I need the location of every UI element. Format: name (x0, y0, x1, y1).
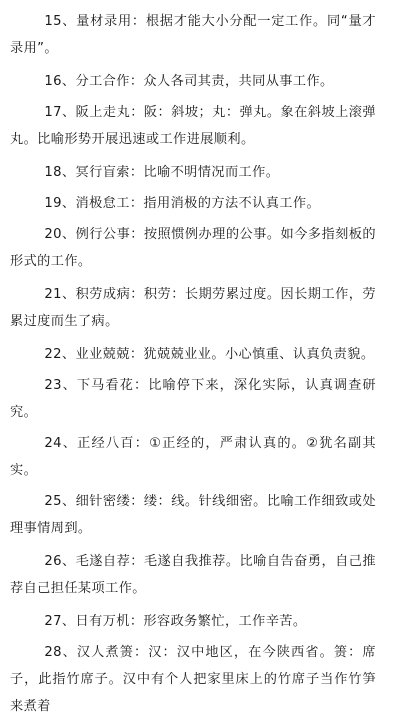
entry-18: 18、冥行盲索：比喻不明情况而工作。 (44, 165, 280, 180)
entry-16: 16、分工合作：众人各司其责，共同从事工作。 (44, 74, 334, 89)
entry-19: 19、消极怠工：指用消极的方法不认真工作。 (44, 196, 321, 211)
entry-21: 21、积劳成病：积劳：长期劳累过度。因长期工作，劳累过度而生了病。 (10, 287, 376, 329)
entry-28: 28、汉人煮箦：汉：汉中地区，在今陕西省。箦：席子，此指竹席子。汉中有个人把家里床上的竹席子当作竹笋来煮着 (10, 645, 376, 714)
entry-23: 23、下马看花：比喻停下来，深化实际，认真调查研究。 (10, 378, 376, 420)
entry-25: 25、细针密缕：缕：线。针线细密。比喻工作细致或处理事情周到。 (10, 494, 376, 536)
entry-15: 15、量材录用：根据才能大小分配一定工作。同“量才录用”。 (10, 14, 376, 56)
entry-22: 22、业业兢兢：犹兢兢业业。小心慎重、认真负责貌。 (44, 347, 375, 362)
entry-24: 24、正经八百：①正经的，严肃认真的。②犹名副其实。 (10, 436, 376, 478)
entry-20: 20、例行公事：按照惯例办理的公事。如今多指刻板的形式的工作。 (10, 227, 376, 269)
entry-17: 17、阪上走丸：阪：斜坡；丸：弹丸。象在斜坡上滚弹丸。比喻形势开展迅速或工作进展顺利。 (10, 105, 376, 147)
entry-27: 27、日有万机：形容政务繁忙，工作辛苦。 (44, 614, 307, 629)
entry-26: 26、毛遂自荐：毛遂自我推荐。比喻自告奋勇，自己推荐自己担任某项工作。 (10, 554, 376, 596)
